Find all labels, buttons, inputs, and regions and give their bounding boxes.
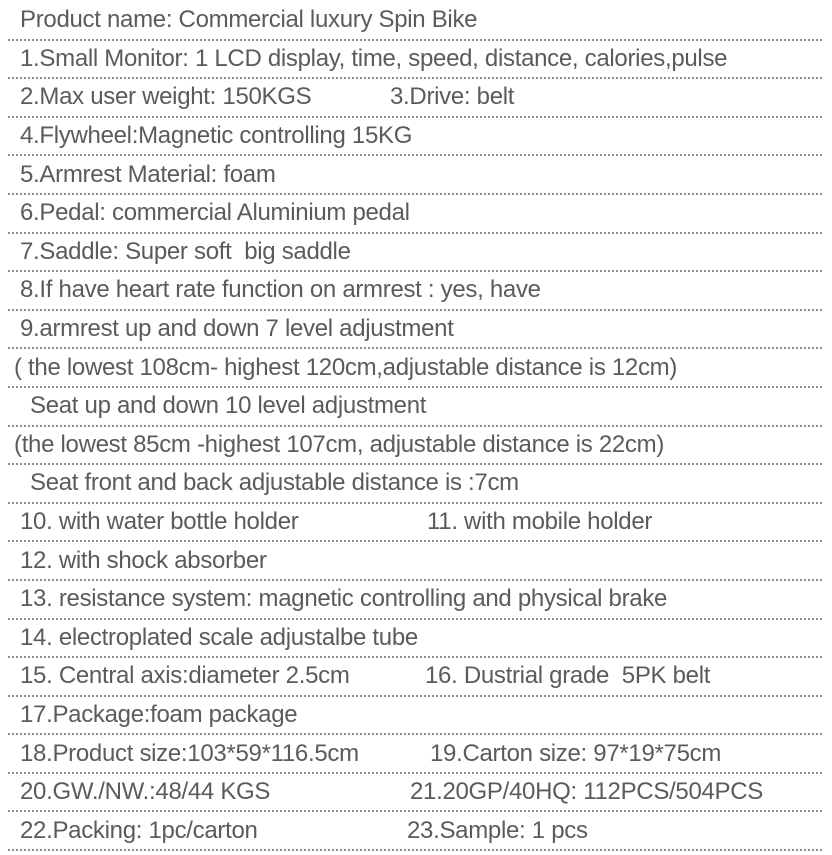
seat-adjustment-text: Seat up and down 10 level adjustment	[30, 392, 427, 420]
spec-row-weights-loading	[8, 774, 822, 813]
sample-text: 23.Sample: 1 pcs	[407, 816, 588, 844]
carton-size-text: 19.Carton size: 97*19*75cm	[430, 739, 722, 767]
shock-absorber-text: 12. with shock absorber	[20, 546, 267, 574]
spec-row-flywheel	[8, 118, 822, 157]
package-text: 17.Package:foam package	[20, 700, 298, 728]
spec-row-holders	[8, 504, 822, 543]
monitor-text: 1.Small Monitor: 1 LCD display, time, speed, distance, calories,pulse	[20, 44, 728, 72]
drive-text: 3.Drive: belt	[390, 83, 515, 111]
spec-row-seat-front-back	[8, 465, 822, 504]
spec-row-axis-belt	[8, 658, 822, 697]
spec-row-heart-rate	[8, 272, 822, 311]
spec-row-package	[8, 697, 822, 736]
max-user-weight-text: 2.Max user weight: 150KGS	[20, 83, 312, 111]
mobile-holder-text: 11. with mobile holder	[427, 508, 653, 536]
spec-row-tube	[8, 620, 822, 659]
spec-row-armrest-adjustment	[8, 311, 822, 350]
spec-row-seat-range	[8, 427, 822, 466]
saddle-text: 7.Saddle: Super soft big saddle	[20, 237, 351, 265]
spec-row-shock-absorber	[8, 542, 822, 581]
armrest-range-text: ( the lowest 108cm- highest 120cm,adjustable distance is 12cm)	[14, 353, 678, 381]
spec-row-resistance-system	[8, 581, 822, 620]
spec-row-saddle	[8, 234, 822, 273]
spec-row-sizes	[8, 735, 822, 774]
tube-text: 14. electroplated scale adjustalbe tube	[20, 623, 418, 651]
container-loading-text: 21.20GP/40HQ: 112PCS/504PCS	[410, 778, 764, 806]
water-bottle-holder-text: 10. with water bottle holder	[20, 508, 299, 536]
gw-nw-text: 20.GW./NW.:48/44 KGS	[20, 778, 271, 806]
spec-row-seat-adjustment	[8, 388, 822, 427]
product-size-text: 18.Product size:103*59*116.5cm	[20, 739, 359, 767]
flywheel-text: 4.Flywheel:Magnetic controlling 15KG	[20, 122, 413, 150]
central-axis-text: 15. Central axis:diameter 2.5cm	[20, 662, 350, 690]
seat-range-text: (the lowest 85cm -highest 107cm, adjustable distance is 22cm)	[14, 430, 665, 458]
heart-rate-text: 8.If have heart rate function on armrest : yes, have	[20, 276, 541, 304]
spec-row-armrest-range	[8, 349, 822, 388]
armrest-adjustment-text: 9.armrest up and down 7 level adjustment	[20, 315, 454, 343]
spec-row-monitor	[8, 41, 822, 80]
pedal-text: 6.Pedal: commercial Aluminium pedal	[20, 199, 410, 227]
spec-row-product-name	[8, 2, 822, 41]
spec-row-packing-sample	[8, 812, 822, 851]
resistance-system-text: 13. resistance system: magnetic controlling and physical brake	[20, 585, 668, 613]
spec-row-weight-drive	[8, 79, 822, 118]
belt-grade-text: 16. Dustrial grade 5PK belt	[425, 662, 711, 690]
seat-front-back-text: Seat front and back adjustable distance is :7cm	[30, 469, 519, 497]
spec-row-pedal	[8, 195, 822, 234]
armrest-material-text: 5.Armrest Material: foam	[20, 160, 276, 188]
product-name-text: Product name: Commercial luxury Spin Bike	[20, 6, 478, 34]
packing-text: 22.Packing: 1pc/carton	[20, 816, 258, 844]
spec-row-armrest-material	[8, 156, 822, 195]
